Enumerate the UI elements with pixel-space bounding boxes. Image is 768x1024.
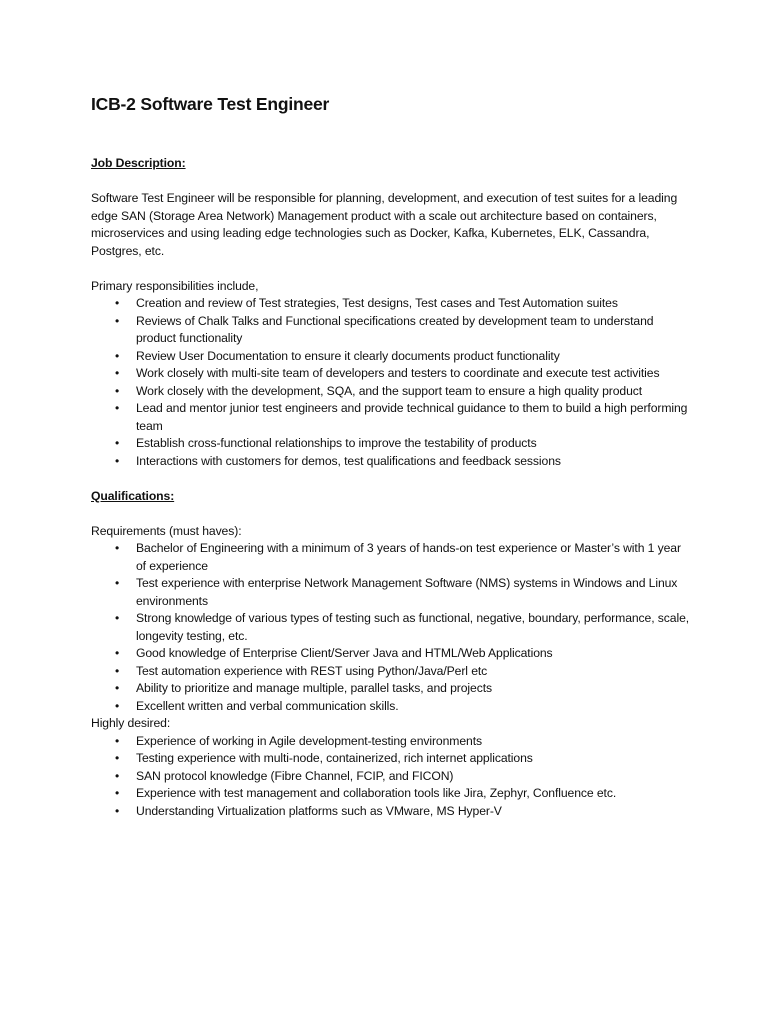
list-item [91,540,691,575]
list-item-text: Work closely with multi-site team of developers and testers to coordinate and execute test activities [136,366,660,380]
list-item-text: Excellent written and verbal communication skills. [136,698,399,713]
bullet-icon: • [115,383,120,398]
spacer [91,260,691,278]
list-item [91,453,691,471]
page-title: ICB-2 Software Test Engineer [91,94,330,114]
requirements-intro: Requirements (must haves): [91,523,242,538]
bullet-icon: • [115,786,120,800]
bullet-icon: • [115,698,120,713]
bullet-icon: • [115,366,120,380]
list-item-text: Good knowledge of Enterprise Client/Server Java and HTML/Web Applications [136,646,553,660]
list-item-text: Interactions with customers for demos, test qualifications and feedback sessions [136,453,561,468]
responsibilities-intro: Primary responsibilities include, [91,278,259,293]
list-item-text: Bachelor of Engineering with a minimum of 3 years of hands-on test experience or Master’s with 1 year of experience [136,541,681,573]
bullet-icon: • [115,681,120,695]
spacer [91,505,691,523]
list-item [91,348,691,366]
list-item-text: Test automation experience with REST using Python/Java/Perl etc [136,663,488,678]
bullet-icon: • [115,453,120,468]
list-item [91,680,691,698]
list-item [91,575,691,610]
bullet-icon: • [115,541,120,555]
spacer [91,173,691,191]
responsibilities-list [91,295,691,470]
list-item-text: Understanding Virtualization platforms such as VMware, MS Hyper-V [136,803,502,818]
job-description-heading: Job Description: [91,156,186,170]
list-item-text: Work closely with the development, SQA, and the support team to ensure a high quality product [136,383,643,398]
document-body [91,92,691,820]
bullet-icon: • [115,733,120,748]
list-item [91,803,691,821]
bullet-icon: • [115,436,120,450]
list-item-text: Testing experience with multi-node, containerized, rich internet applications [136,751,533,765]
bullet-icon: • [115,401,120,415]
list-item [91,313,691,348]
list-item-text: SAN protocol knowledge (Fibre Channel, FCIP, and FICON) [136,768,454,783]
list-item [91,663,691,681]
list-item-text: Test experience with enterprise Network Management Software (NMS) systems in Windows and Linux environments [136,576,678,608]
list-item-text: Lead and mentor junior test engineers and provide technical guidance to them to build a high performing team [136,401,688,433]
bullet-icon: • [115,646,120,660]
bullet-icon: • [115,313,120,328]
bullet-icon: • [115,576,120,590]
list-item-text: Experience with test management and collaboration tools like Jira, Zephyr, Confluence etc. [136,786,617,800]
list-item-text: Establish cross-functional relationships to improve the testability of products [136,436,537,450]
list-item [91,785,691,803]
list-item [91,768,691,786]
list-item [91,645,691,663]
bullet-icon: • [115,803,120,818]
bullet-icon: • [115,751,120,765]
bullet-icon: • [115,348,120,363]
bullet-icon: • [115,296,120,310]
list-item [91,698,691,716]
list-item-text: Review User Documentation to ensure it clearly documents product functionality [136,348,560,363]
bullet-icon: • [115,611,120,625]
list-item-text: Experience of working in Agile development-testing environments [136,733,482,748]
desired-intro: Highly desired: [91,716,171,730]
list-item-text: Reviews of Chalk Talks and Functional specifications created by development team to understand product functionality [136,313,654,345]
list-item-text: Strong knowledge of various types of testing such as functional, negative, boundary, performance, scale, longevity testing, etc. [136,611,690,643]
list-item [91,295,691,313]
list-item [91,365,691,383]
list-item [91,400,691,435]
list-item [91,750,691,768]
list-item-text: Creation and review of Test strategies, Test designs, Test cases and Test Automation suites [136,296,618,310]
requirements-list [91,540,691,715]
list-item [91,610,691,645]
list-item-text: Ability to prioritize and manage multiple, parallel tasks, and projects [136,681,492,695]
bullet-icon: • [115,663,120,678]
desired-list [91,733,691,821]
list-item [91,733,691,751]
spacer [91,470,691,488]
job-description-paragraph: Software Test Engineer will be responsible for planning, development, and execution of test suites for a leading edge SAN (Storage Area Network) Management product with a scale out architecture based on containers, microservices and using leading edge technologies such as Docker, Kafka, Kubernetes, ELK, Cassandra, Postgres, etc. [91,191,678,258]
bullet-icon: • [115,768,120,783]
list-item [91,435,691,453]
list-item [91,383,691,401]
qualifications-heading: Qualifications: [91,488,175,503]
